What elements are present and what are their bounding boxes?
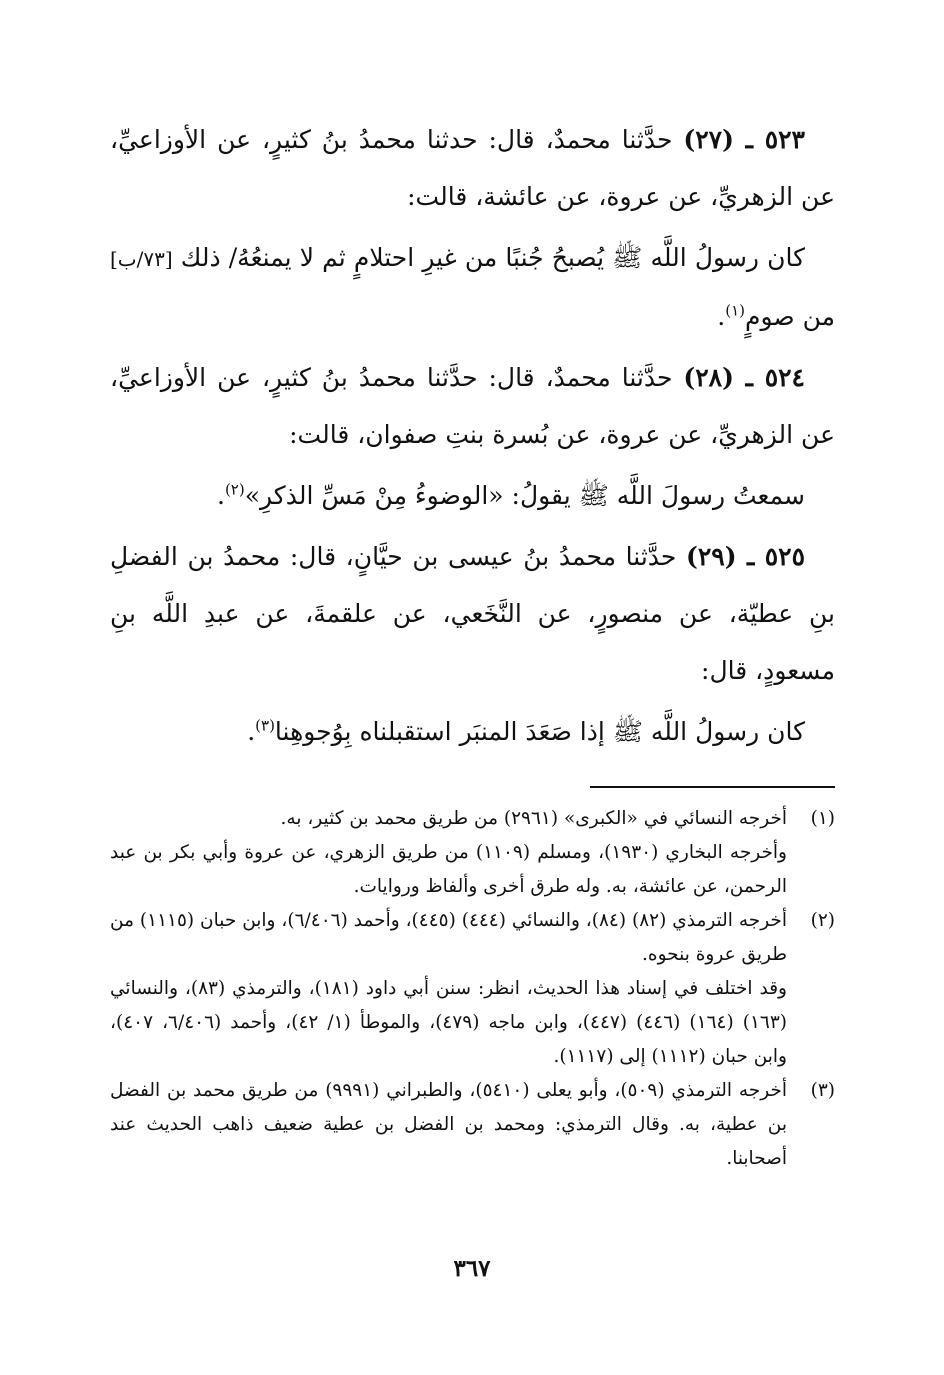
page-number: ٣٦٧ — [453, 1255, 491, 1282]
footnote-2 — [110, 904, 835, 1074]
footnote-number: (١) — [810, 808, 835, 829]
hadith-523-isnad-text: حدَّثنا محمدٌ، قال: حدثنا محمدُ بنُ كثيرٍ، عن الأوزاعيِّ، عن الزهريِّ، عن عروة، عن عائشة، قالت: — [110, 125, 835, 211]
hadith-524-matn — [110, 467, 835, 524]
page-body — [110, 108, 835, 1176]
hadith-523-isnad — [110, 111, 835, 225]
hadith-number-525: ٥٢٥ ـ (٢٩) — [686, 542, 806, 571]
footnote-paragraph: أخرجه الترمذي (٨٢) (٨٤)، والنسائي (٤٤٤) (٤٤٥)، وأحمد (٦/٤٠٦)، وابن حبان (١١١٥) من طريق عروة بنحوه. — [110, 910, 787, 965]
footnote-paragraph: أخرجه الترمذي (٥٠٩)، وأبو يعلى (٥٤١٠)، والطبراني (٩٩٩١) من طريق محمد بن الفضل بن عطية، به. وقال الترمذي: ومحمد بن الفضل بن عطية ضعيف ذاهب الحديث عند أصحابنا. — [110, 1080, 787, 1169]
footnote-1 — [110, 802, 835, 904]
footnote-number: (٢) — [810, 910, 835, 931]
hadith-523-matn — [110, 229, 835, 345]
footnote-ref-1[interactable]: (١) — [725, 301, 745, 320]
hadith-number-524: ٥٢٤ ـ (٢٨) — [683, 363, 805, 392]
hadith-523-matn-text-1: كان رسولُ اللَّه ﷺ يُصبحُ جُنبًا من غيرِ احتلامٍ ثم لا يمنعُهُ/ ذلك — [172, 243, 805, 272]
hadith-525-isnad — [110, 528, 835, 699]
footnote-paragraph: أخرجه النسائي في «الكبرى» (٢٩٦١) من طريق محمد بن كثير، به. — [280, 808, 787, 829]
footnote-number: (٣) — [810, 1080, 835, 1101]
hadith-524-matn-text: سمعتُ رسولَ اللَّه ﷺ يقولُ: «الوضوءُ مِنْ مَسِّ الذكرِ» — [244, 481, 805, 510]
footnotes — [110, 802, 835, 1176]
hadith-524-isnad — [110, 349, 835, 463]
hadith-525-matn-text: كان رسولُ اللَّه ﷺ إذا صَعَدَ المنبَر استقبلناه بِوُجوهِنا — [274, 717, 805, 746]
footnote-paragraph: وقد اختلف في إسناد هذا الحديث، انظر: سنن أبي داود (١٨١)، والترمذي (٨٣)، والنسائي (١٦٣) (١٦٤) (٤٤٦) (٤٤٧)، وابن ماجه (٤٧٩)، والموطأ (١/ ٤٢)، وأحمد (٦/٤٠٦، ٤٠٧)، وابن حبان (١١١٢) إلى (١١١٧). — [110, 978, 787, 1067]
footnote-paragraph: وأخرجه البخاري (١٩٣٠)، ومسلم (١١٠٩) من طريق الزهري، عن عروة وأبي بكر بن عبد الرحمن، عن عائشة، به. وله طرق أخرى وألفاظ وروايات. — [110, 842, 787, 897]
hadith-525-matn — [110, 703, 835, 760]
folio-marker: [٧٣/ب] — [110, 247, 173, 271]
footnote-3 — [110, 1074, 835, 1176]
hadith-523-end: . — [717, 302, 726, 331]
hadith-525-isnad-text: حدَّثنا محمدُ بنُ عيسى بن حيَّانٍ، قال: محمدُ بن الفضلِ بنِ عطيّة، عن منصورٍ، عن النَّخَعي، عن علقمةَ، عن عبدِ اللَّه بنِ مسعودٍ، قال: — [110, 542, 835, 685]
hadith-523-matn-text-2: من صومٍ — [745, 302, 835, 331]
hadith-524-isnad-text: حدَّثنا محمدٌ، قال: حدَّثنا محمدُ بنُ كثيرٍ، عن الأوزاعيِّ، عن الزهريِّ، عن عروة، عن بُسرة بنتِ صفوان، قالت: — [110, 363, 835, 449]
main-text — [110, 111, 835, 760]
hadith-number-523: ٥٢٣ ـ (٢٧) — [683, 125, 805, 154]
footnote-ref-2[interactable]: (٢) — [224, 480, 245, 499]
hadith-524-end: . — [216, 481, 225, 510]
footnote-divider — [590, 786, 835, 788]
hadith-525-end: . — [247, 717, 256, 746]
footnote-ref-3[interactable]: (٣) — [255, 716, 275, 735]
